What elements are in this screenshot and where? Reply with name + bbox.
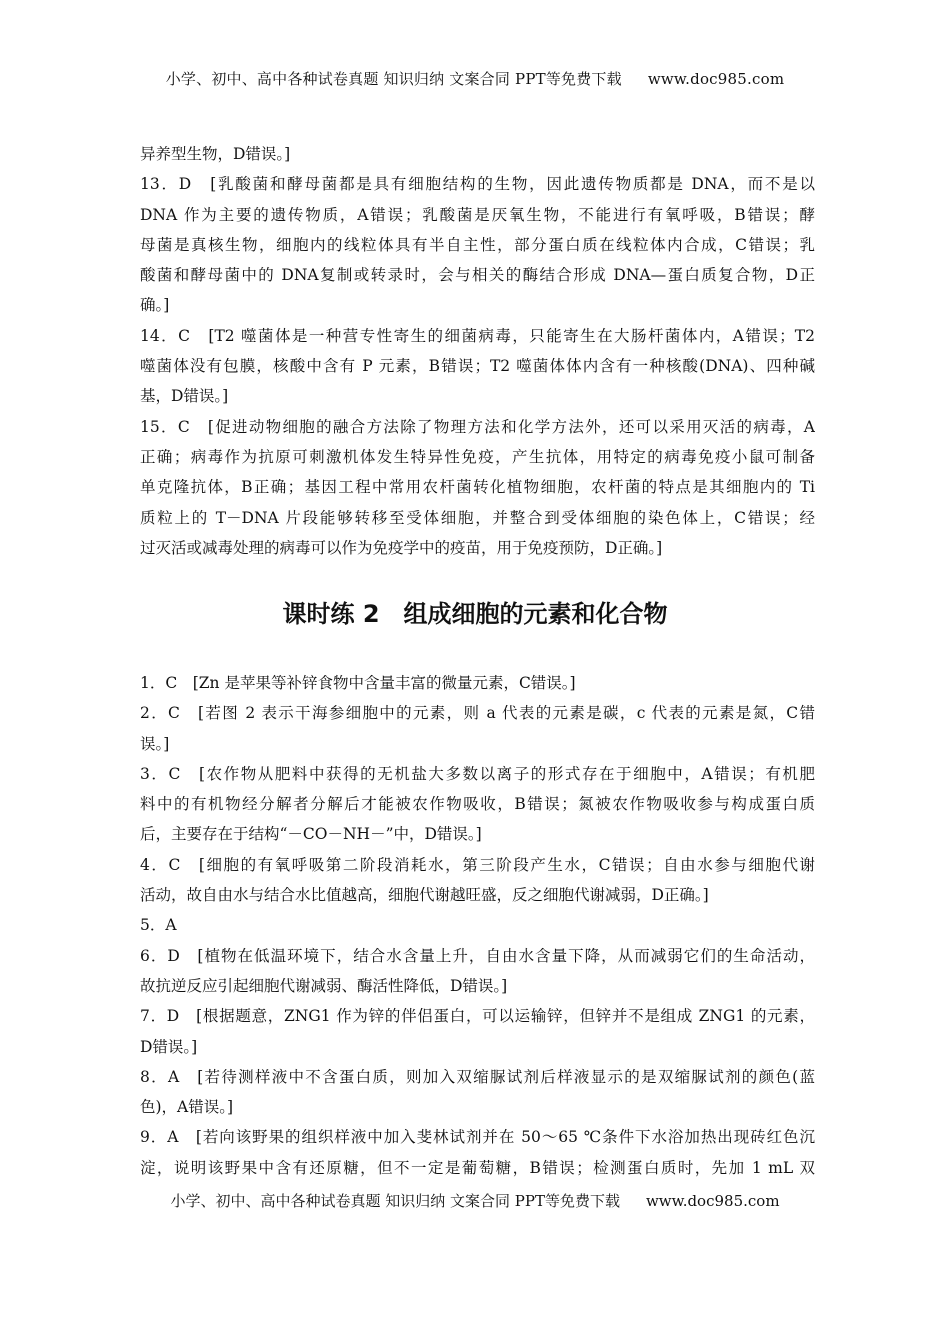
answer-paragraph (140, 321, 815, 412)
text-line: 活动，故自由水与结合水比值越高，细胞代谢越旺盛，反之细胞代谢减弱，D正确。] (140, 886, 709, 905)
text-line: 确。] (140, 296, 170, 315)
text-line: 正确；病毒作为抗原可刺激机体发生特异性免疫，产生抗体，用特定的病毒免疫小鼠可制备 (140, 447, 815, 466)
answer-paragraph (140, 1062, 815, 1123)
answer-paragraph (140, 1001, 815, 1062)
page-footer (0, 1190, 950, 1211)
answer-paragraph (140, 169, 815, 320)
text-line: 5．A (140, 916, 177, 935)
text-line: 1．C [Zn 是苹果等补锌食物中含量丰富的微量元素，C错误。] (140, 674, 576, 692)
text-line: 故抗逆反应引起细胞代谢减弱、酶活性降低，D错误。] (140, 976, 508, 995)
text-line: 噬菌体没有包膜，核酸中含有 P 元素，B错误；T2 噬菌体体内含有一种核酸(DNA)、四种碱 (140, 357, 815, 376)
text-line: 过灭活或减毒处理的病毒可以作为免疫学中的疫苗，用于免疫预防，D正确。] (140, 538, 663, 557)
text-line: 后，主要存在于结构“－CO－NH－”中，D错误。] (140, 825, 482, 844)
answer-paragraph (140, 412, 815, 563)
text-line: 9．A [若向该野果的组织样液中加入斐林试剂并在 50～65 ℃条件下水浴加热出现砖红色沉 (140, 1128, 815, 1147)
text-line: 8．A [若待测样液中不含蛋白质，则加入双缩脲试剂后样液显示的是双缩脲试剂的颜色(蓝 (140, 1067, 815, 1086)
answer-paragraph (140, 698, 815, 759)
text-line: 误。] (140, 734, 170, 753)
text-line: 质粒上的 T－DNA 片段能够转移至受体细胞，并整合到受体细胞的染色体上，C错误；经 (140, 508, 815, 527)
text-line: 异养型生物，D错误。] (140, 145, 291, 163)
text-line: D错误。] (140, 1037, 198, 1056)
text-line: 7．D [根据题意，ZNG1 作为锌的伴侣蛋白，可以运输锌，但锌并不是组成 ZNG1 的元素， (140, 1007, 815, 1026)
footer-url[interactable]: www.doc985.com (645, 1192, 780, 1210)
text-line: 2．C [若图 2 表示干海参细胞中的元素，则 a 代表的元素是碳，c 代表的元素是氮，C错 (140, 704, 815, 723)
text-line: 14．C [T2 噬菌体是一种营专性寄生的细菌病毒，只能寄生在大肠杆菌体内，A错误；T2 (140, 326, 815, 345)
text-line: 13．D [乳酸菌和酵母菌都是具有细胞结构的生物，因此遗传物质都是 DNA，而不是以 (140, 175, 815, 194)
answers-section-1 (140, 139, 815, 563)
answer-paragraph (140, 139, 815, 169)
header-url[interactable]: www.doc985.com (647, 70, 785, 88)
answer-paragraph (140, 759, 815, 850)
text-line: 色)，A错误。] (140, 1098, 234, 1117)
page-header (0, 68, 950, 89)
text-line: 15．C [促进动物细胞的融合方法除了物理方法和化学方法外，还可以采用灭活的病毒，A (140, 417, 815, 436)
text-line: 料中的有机物经分解者分解后才能被农作物吸收，B错误；氮被农作物吸收参与构成蛋白质 (140, 795, 815, 814)
section-title: 课时练 2 组成细胞的元素和化合物 (282, 600, 668, 628)
answer-paragraph (140, 850, 815, 911)
text-line: 6．D [植物在低温环境下，结合水含量上升，自由水含量下降，从而减弱它们的生命活动， (140, 946, 815, 965)
answers-section-2 (140, 668, 815, 1183)
text-line: 酸菌和酵母菌中的 DNA复制或转录时，会与相关的酶结合形成 DNA—蛋白质复合物，D正 (140, 266, 815, 285)
header-text: 小学、初中、高中各种试卷真题 知识归纳 文案合同 PPT等免费下载 (165, 70, 622, 88)
text-line: 母菌是真核生物，细胞内的线粒体具有半自主性，部分蛋白质在线粒体内合成，C错误；乳 (140, 235, 815, 254)
text-line: 4．C [细胞的有氧呼吸第二阶段消耗水，第三阶段产生水，C错误；自由水参与细胞代谢 (140, 855, 815, 874)
answer-paragraph (140, 1122, 815, 1183)
footer-text: 小学、初中、高中各种试卷真题 知识归纳 文案合同 PPT等免费下载 (170, 1192, 620, 1210)
text-line: 3．C [农作物从肥料中获得的无机盐大多数以离子的形式存在于细胞中，A错误；有机肥 (140, 764, 815, 783)
text-line: 淀，说明该野果中含有还原糖，但不一定是葡萄糖，B错误；检测蛋白质时，先加 1 mL 双 (140, 1158, 815, 1177)
text-line: 基，D错误。] (140, 387, 229, 406)
answer-paragraph (140, 910, 815, 940)
answer-paragraph (140, 668, 815, 698)
text-line: DNA 作为主要的遗传物质，A错误；乳酸菌是厌氧生物，不能进行有氧呼吸，B错误；酵 (140, 205, 815, 224)
answer-paragraph (140, 941, 815, 1002)
text-line: 单克隆抗体，B正确；基因工程中常用农杆菌转化植物细胞，农杆菌的特点是其细胞内的 Ti (140, 478, 815, 497)
